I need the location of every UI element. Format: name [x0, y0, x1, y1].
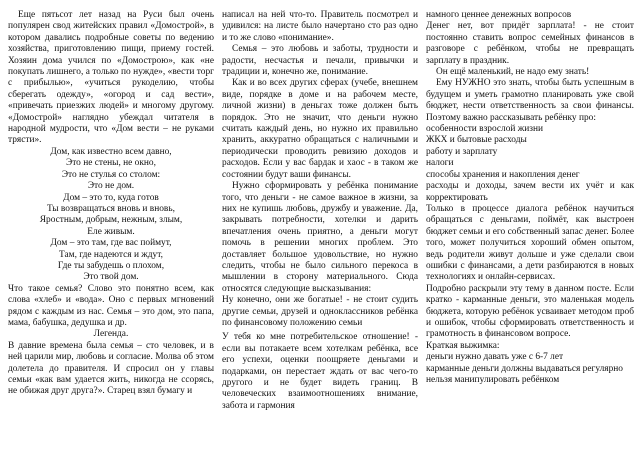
- list-item: налоги: [426, 158, 454, 169]
- poem-line: Это не дом.: [87, 181, 135, 192]
- paragraph-consumer-quote: У тебя ко мне потребительское отношение! - если вы потакаете всем хотелкам ребёнка, все его успехи, оценки поощряете деньгами и подарками, он перестает ждать от вас чего-то другого и не будет видеть границ. В человеческих взаимоотношениях внимание, забота и гармония: [222, 332, 418, 411]
- paragraph-more-valuable: намного ценнее денежных вопросов: [426, 10, 572, 20]
- paragraph-rich-quote: Ну конечно, они же богатые! - не стоит судить другие семьи, друзей и одноклассников ребёнка по финансовому положению семьи: [222, 295, 418, 328]
- poem-line: Это не стены, не окно,: [66, 158, 156, 169]
- list-item: нельзя манипулировать ребёнком: [426, 375, 560, 385]
- paragraph-money-order: Как и во всех других сферах (учебе, внешнем виде, порядке в доме и на рабочем месте, личной жизни) в деньгах тоже должен быть порядок. Это не значит, что деньги нужно считать каждый день, но нужно их правильно хранить, аккуратно обращаться с наличными и периодически проводить ревизию доходов и расходов. Если у вас бардак и хаос - в таком же состоянии будут ваши финансы.: [222, 78, 418, 180]
- paragraph-dialogue: Только в процессе диалога ребёнок научиться обращаться с деньгами, поймёт, как выстроен бюджет семьи и его собственный запас денег. Более того, может получиться хороший обмен опытом, ведь родители живут дольше и уже сделали свои ошибки с финансами, а дети разбираются в новых технологиях и онлайн-сервисах.: [426, 203, 634, 283]
- paragraph-family-is: Семья – это любовь и заботы, трудности и радости, несчастья и печали, привычки и традиции и, конечно же, понимание.: [222, 44, 418, 78]
- text-column-3: [426, 10, 634, 448]
- paragraph-understanding: написал на ней что-то. Правитель посмотрел и удивился: на листе было начертано сто раз одно и то же слово «понимание».: [222, 10, 418, 43]
- paragraph-needs-to-know: Ему НУЖНО это знать, чтобы быть успешным в будущем и уметь грамотно планировать уже свой бюджет, нести ответственность за свои финансы. Поэтому важно рассказывать ребёнку про:: [426, 78, 634, 123]
- text-column-2: [222, 10, 418, 448]
- paragraph-legend: В давние времена была семья – сто человек, и в ней царили мир, любовь и согласие. Молва об этом долетела до правителя. И спросил он у главы семьи «как вам удается жить, никогда не ссорясь, не обижая друг друга?». Старец взял бумагу и: [8, 340, 214, 397]
- paragraph-domostroy: Еще пятьсот лет назад на Руси был очень популярен свод житейских правил «Домострой», в котором давались подробные советы по ведению хозяйства, приготовлению пищи, приему гостей. Хозяин дома учился по «Домострою», как «не покупать лишнего, а только по нужде», «вести торг с прибылью», «учиться рукоделию, чтобы сберегать одежду», «огород и сад вести», «привечать приезжих людей» и многому другому. «Домострой» наглядно убеждал читателя в народной мудрости, что «Дом вести – не руками трясти».: [8, 10, 214, 146]
- poem-line: Дом – это там, где вас поймут,: [50, 238, 172, 249]
- poem-line: Ты возвращаться вновь и вновь,: [47, 203, 175, 214]
- poem-line: Яростным, добрым, нежным, злым,: [39, 215, 183, 226]
- poem-line: Еле живым.: [87, 226, 135, 237]
- poem-line: Дом, как известно всем давно,: [50, 146, 172, 157]
- paragraph-still-little: Он ещё маленький, не надо ему знать!: [436, 67, 590, 78]
- legend-heading: Легенда.: [93, 329, 129, 340]
- poem-line: Это не стулья со столом:: [61, 169, 161, 180]
- list-item: способы хранения и накопления денег: [426, 169, 580, 180]
- list-item: ЖКХ и бытовые расходы: [426, 135, 527, 146]
- paragraph-pocket-money: Подробно раскрыли эту тему в данном посте. Если кратко - карманные деньги, это маленькая модель бюджета, которую ребёнок усваивает методом проб и ошибок, чтобы сформировать ответственность и грамотность в финансовом вопросе.: [426, 283, 634, 340]
- paragraph-no-money-quote: Денег нет, вот придёт зарплата! - не стоит постоянно ставить вопрос семейных финансов в разговоре с ребёнком, чтобы не превращать зарплату в праздник.: [426, 21, 634, 66]
- poem-line: Дом – это то, куда готов: [63, 192, 159, 203]
- poem-line: Там, где надеются и ждут,: [59, 249, 163, 260]
- list-item: деньги нужно давать уже с 6-7 лет: [426, 352, 564, 363]
- list-item: работу и зарплату: [426, 146, 498, 157]
- list-item: расходы и доходы, зачем вести их учёт и как корректировать: [426, 181, 634, 203]
- paragraph-money-not-main: Нужно сформировать у ребёнка понимание того, что деньги - не самое важное в жизни, за них не купишь любовь, дружбу и уважение. Да, закрывать потребности, хотелки и дарить впечатления очень приятно, а деньги могут помочь в решении многих проблем. Это доставляет большое удовольствие, но нужно следить, чтобы не было сильного перекоса в мышлении в сторону материального. Сюда относятся следующие высказывания:: [222, 181, 418, 294]
- list-item: карманные деньги должны выдаваться регулярно: [426, 363, 623, 374]
- poem-line: Это твой дом.: [83, 272, 139, 283]
- paragraph-what-is-family: Что такое семья? Слово это понятно всем, как слова «хлеб» и «вода». Оно с первых мгновений рядом с каждым из нас. Семья – это дом, это папа, мама, бабушка, дедушка и др.: [8, 283, 214, 328]
- summary-heading: Краткая выжимка:: [426, 340, 500, 351]
- list-item: особенности взрослой жизни: [426, 124, 544, 135]
- poem-line: Где ты забудешь о плохом,: [57, 260, 165, 271]
- text-column-1: [8, 10, 214, 448]
